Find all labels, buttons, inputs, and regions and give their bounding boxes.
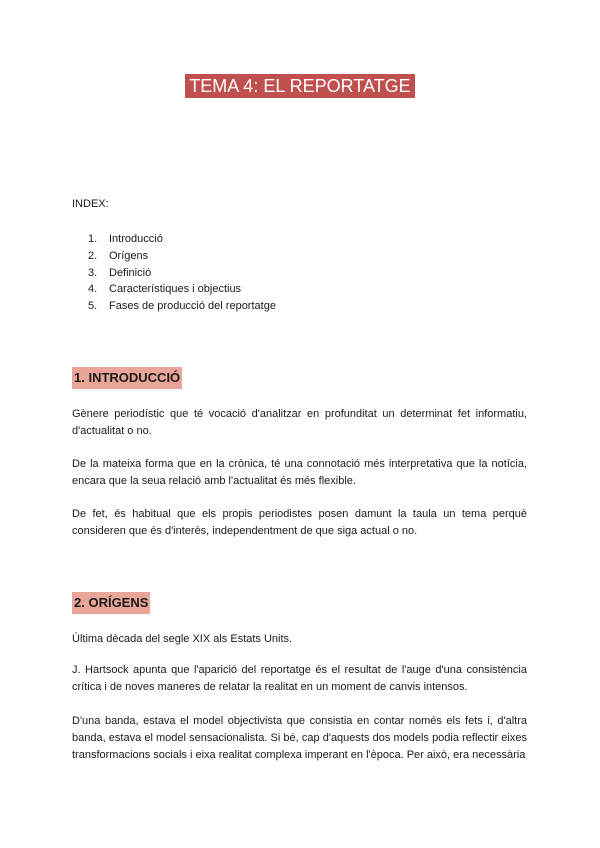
index-item bbox=[72, 248, 276, 265]
index-item-number: 5. bbox=[88, 300, 98, 313]
index-item bbox=[72, 281, 276, 298]
index-item-number: 4. bbox=[88, 283, 98, 296]
index-item-text: Característiques i objectius bbox=[109, 283, 242, 296]
index-item bbox=[72, 231, 276, 248]
index-item bbox=[72, 298, 276, 315]
section-heading-origens: 2. ORÍGENS bbox=[72, 592, 150, 614]
index-item-text: Definició bbox=[109, 266, 152, 279]
title-container bbox=[0, 74, 600, 98]
paragraph: Gènere periodístic que té vocació d'analitzar en profunditat un determinat fet informatiu, d'actualitat o no. bbox=[72, 408, 527, 437]
index-item-number: 3. bbox=[88, 266, 98, 279]
index-item-text: Fases de producció del reportatge bbox=[109, 300, 276, 313]
page-title: TEMA 4: EL REPORTATGE bbox=[185, 74, 414, 98]
index-item-text: Introducció bbox=[109, 233, 163, 245]
paragraph: De fet, és habitual que els propis periodistes posen damunt la taula un tema perquè consideren que és d'interès, independentment de que siga actual o no. bbox=[72, 508, 527, 537]
index-label: INDEX: bbox=[72, 198, 109, 210]
index-item-number: 1. bbox=[88, 233, 98, 245]
paragraph: De la mateixa forma que en la crònica, té una connotació més interpretativa que la notícia, encara que la seua relació amb l'actualitat és més flexible. bbox=[72, 458, 527, 487]
section-heading-introduccio: 1. INTRODUCCIÓ bbox=[72, 367, 182, 389]
index-item bbox=[72, 265, 276, 282]
index-item-number: 2. bbox=[88, 249, 98, 262]
paragraph: J. Hartsock apunta que l'aparició del reportatge és el resultat de l'auge d'una consistència crítica i de noves maneres de relatar la realitat en un moment de canvis intensos. bbox=[72, 664, 527, 693]
paragraph: D'una banda, estava el model objectivista que consistia en contar només els fets i, d'altra banda, estava el model sensacionalista. Si bé, cap d'aquests dos models podia reflectir eixes transformacions socials i eixa realitat complexa imperant en l'època. Per això, era necessària bbox=[72, 715, 527, 761]
index-list bbox=[72, 231, 276, 315]
paragraph: Última dècada del segle XIX als Estats Units. bbox=[72, 633, 293, 645]
index-item-text: Orígens bbox=[109, 249, 149, 262]
